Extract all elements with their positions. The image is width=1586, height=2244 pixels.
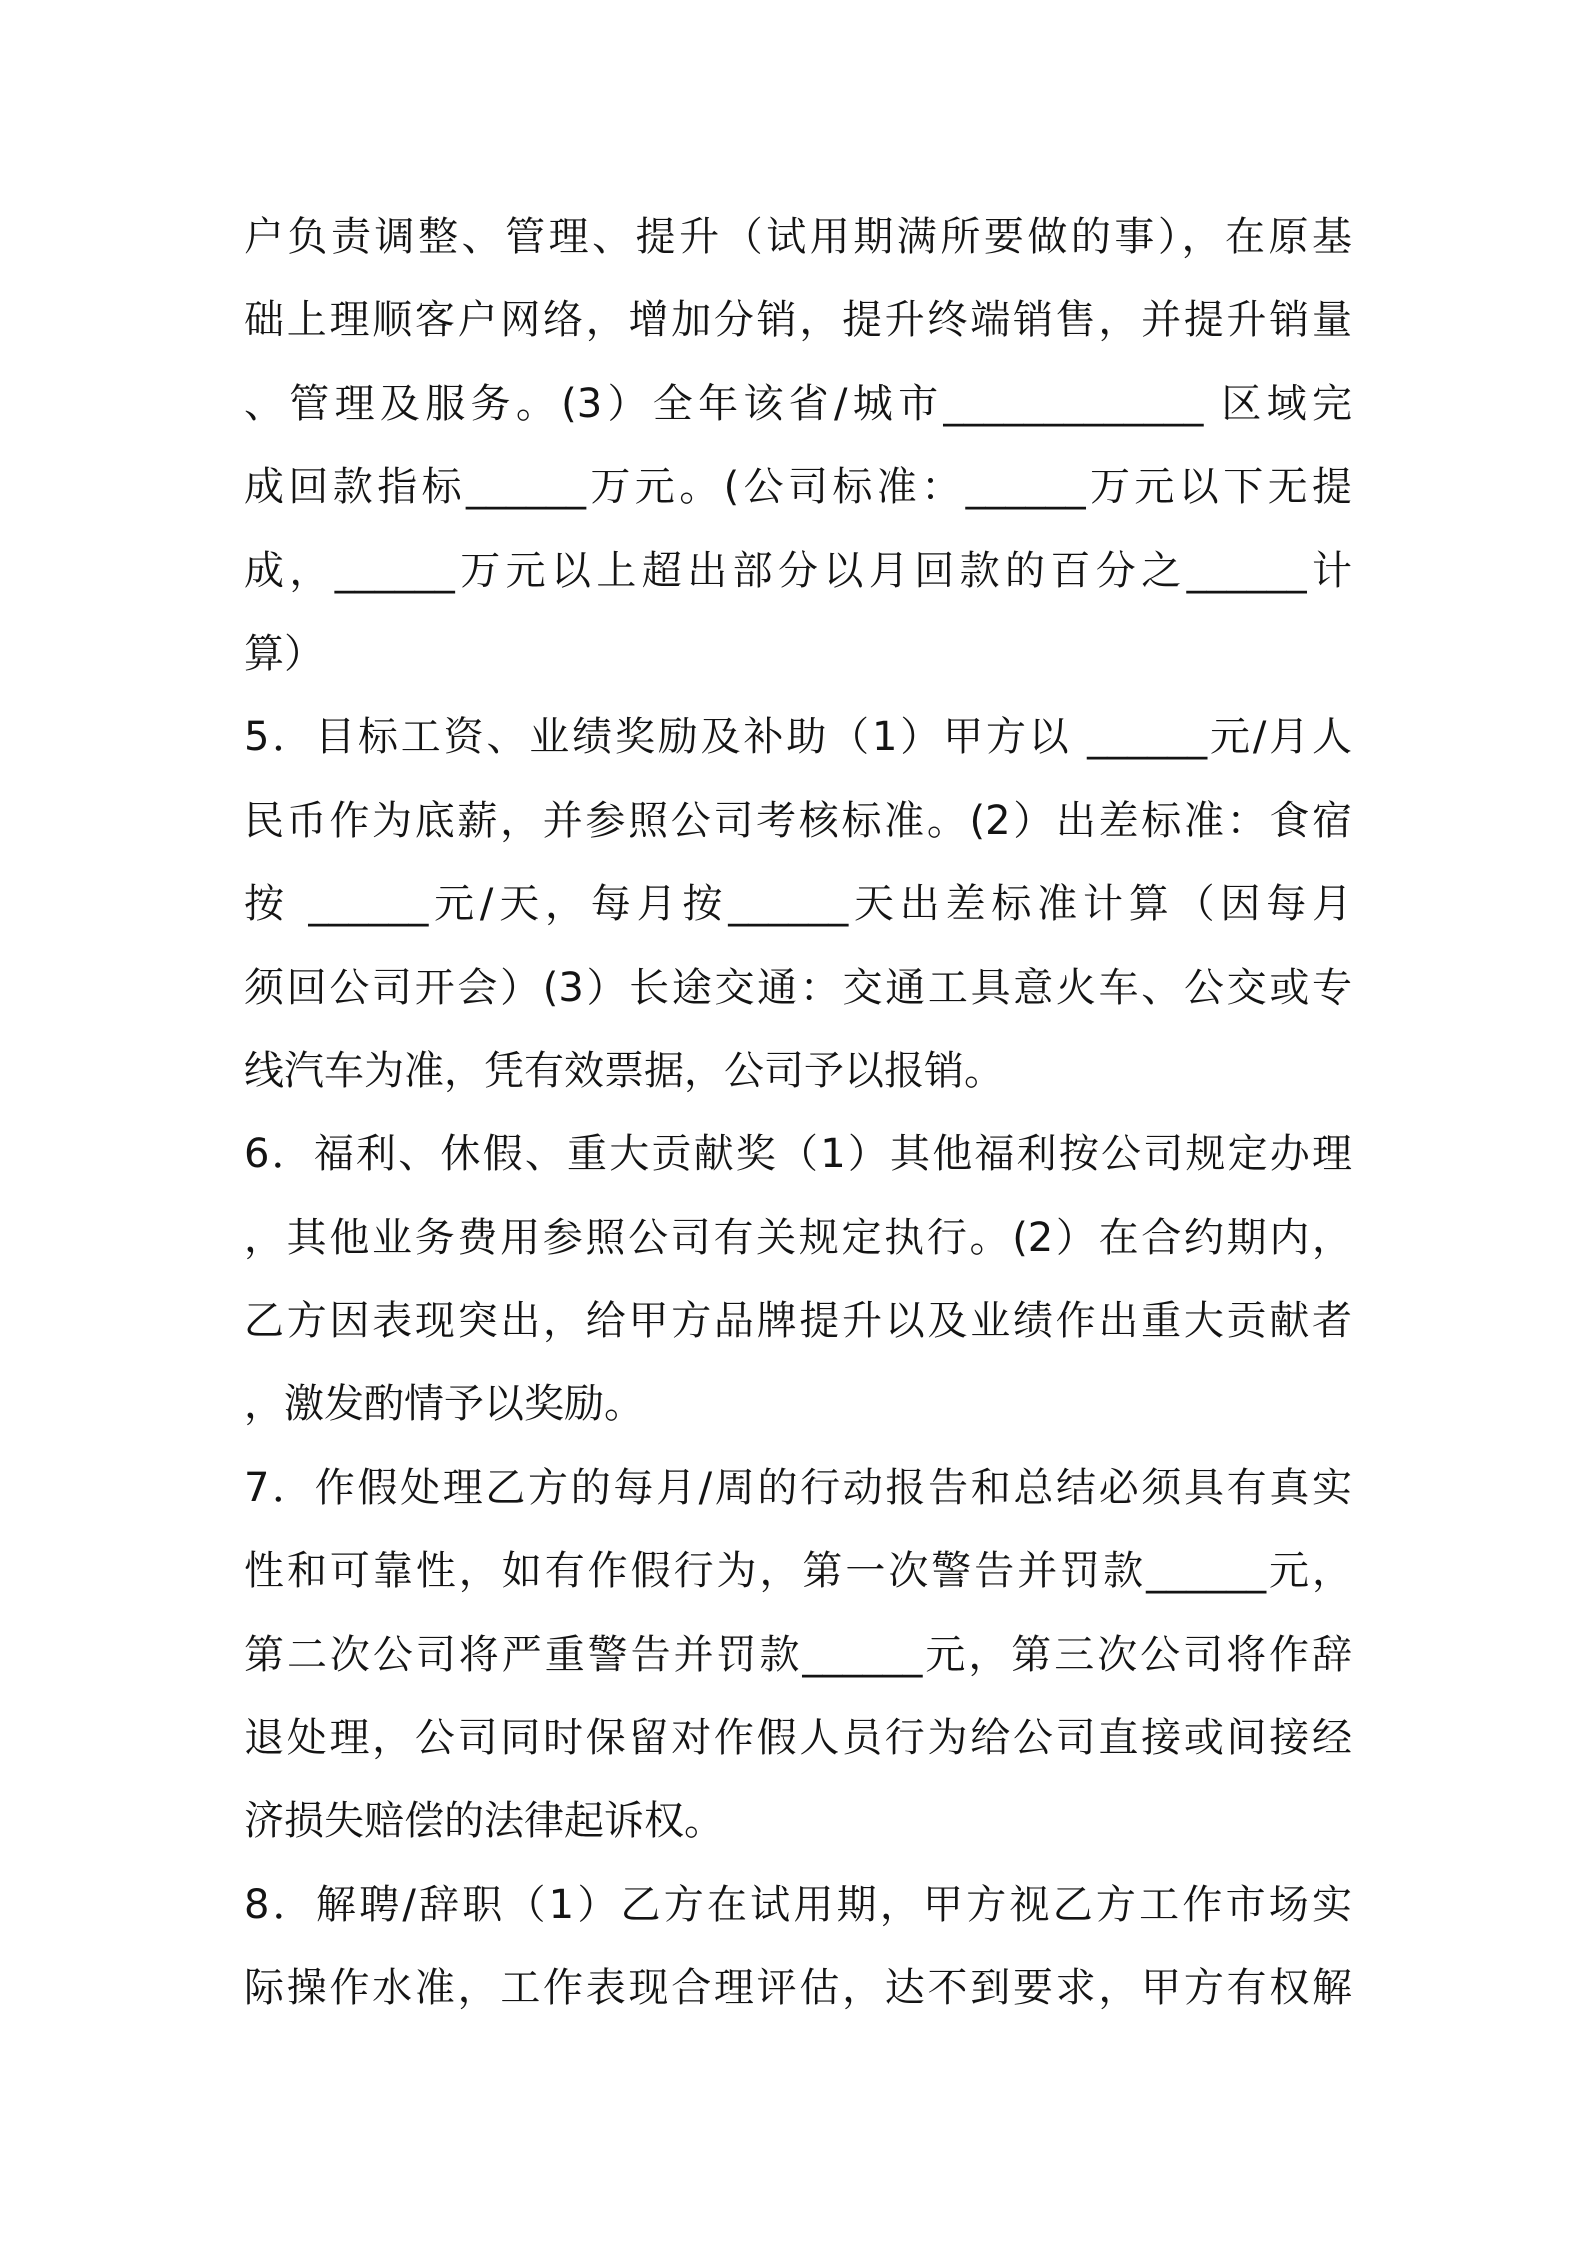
section-8-heading-line: 8．解聘/辞职（1）乙方在试用期，甲方视乙方工作市场实 — [244, 1881, 1352, 1928]
section-7-heading-line: 7．作假处理乙方的每月/周的行动报告和总结必须具有真实 — [244, 1464, 1352, 1511]
text-line-20: 济损失赔偿的法律起诉权。 — [244, 1798, 724, 1845]
text-line-3: 、管理及服务。(3）全年该省/城市_____________ 区域完 — [244, 380, 1352, 427]
section-5-heading-line: 5．目标工资、业绩奖励及补助（1）甲方以 ______元/月人 — [244, 714, 1352, 761]
text-line-8: 民币作为底薪，并参照公司考核标准。(2）出差标准：食宿 — [244, 797, 1352, 844]
text-line-22: 际操作水准，工作表现合理评估，达不到要求，甲方有权解 — [244, 1965, 1352, 2012]
text-line-11: 线汽车为准，凭有效票据，公司予以报销。 — [244, 1047, 1004, 1094]
section-6-heading-line: 6．福利、休假、重大贡献奖（1）其他福利按公司规定办理 — [244, 1131, 1352, 1178]
text-line-5: 成，______万元以上超出部分以月回款的百分之______计 — [244, 547, 1352, 594]
text-line-14: 乙方因表现突出，给甲方品牌提升以及业绩作出重大贡献者 — [244, 1298, 1352, 1345]
text-line-17: 性和可靠性，如有作假行为，第一次警告并罚款______元， — [244, 1548, 1352, 1595]
text-line-9: 按 ______元/天，每月按______天出差标准计算（因每月 — [244, 881, 1352, 928]
contract-body-text — [244, 196, 1352, 2031]
text-line-15: ，激发酌情予以奖励。 — [244, 1381, 644, 1428]
text-line-19: 退处理，公司同时保留对作假人员行为给公司直接或间接经 — [244, 1715, 1352, 1762]
text-line-10: 须回公司开会）(3）长途交通：交通工具意火车、公交或专 — [244, 964, 1352, 1011]
text-line-1: 户负责调整、管理、提升（试用期满所要做的事），在原基 — [244, 214, 1352, 260]
text-line-13: ，其他业务费用参照公司有关规定执行。(2）在合约期内， — [244, 1214, 1352, 1261]
text-line-6: 算） — [244, 630, 324, 677]
text-line-18: 第二次公司将严重警告并罚款______元，第三次公司将作辞 — [244, 1631, 1352, 1678]
text-line-2: 础上理顺客户网络，增加分销，提升终端销售，并提升销量 — [244, 297, 1352, 344]
text-line-4: 成回款指标______万元。(公司标准：______万元以下无提 — [244, 464, 1352, 511]
